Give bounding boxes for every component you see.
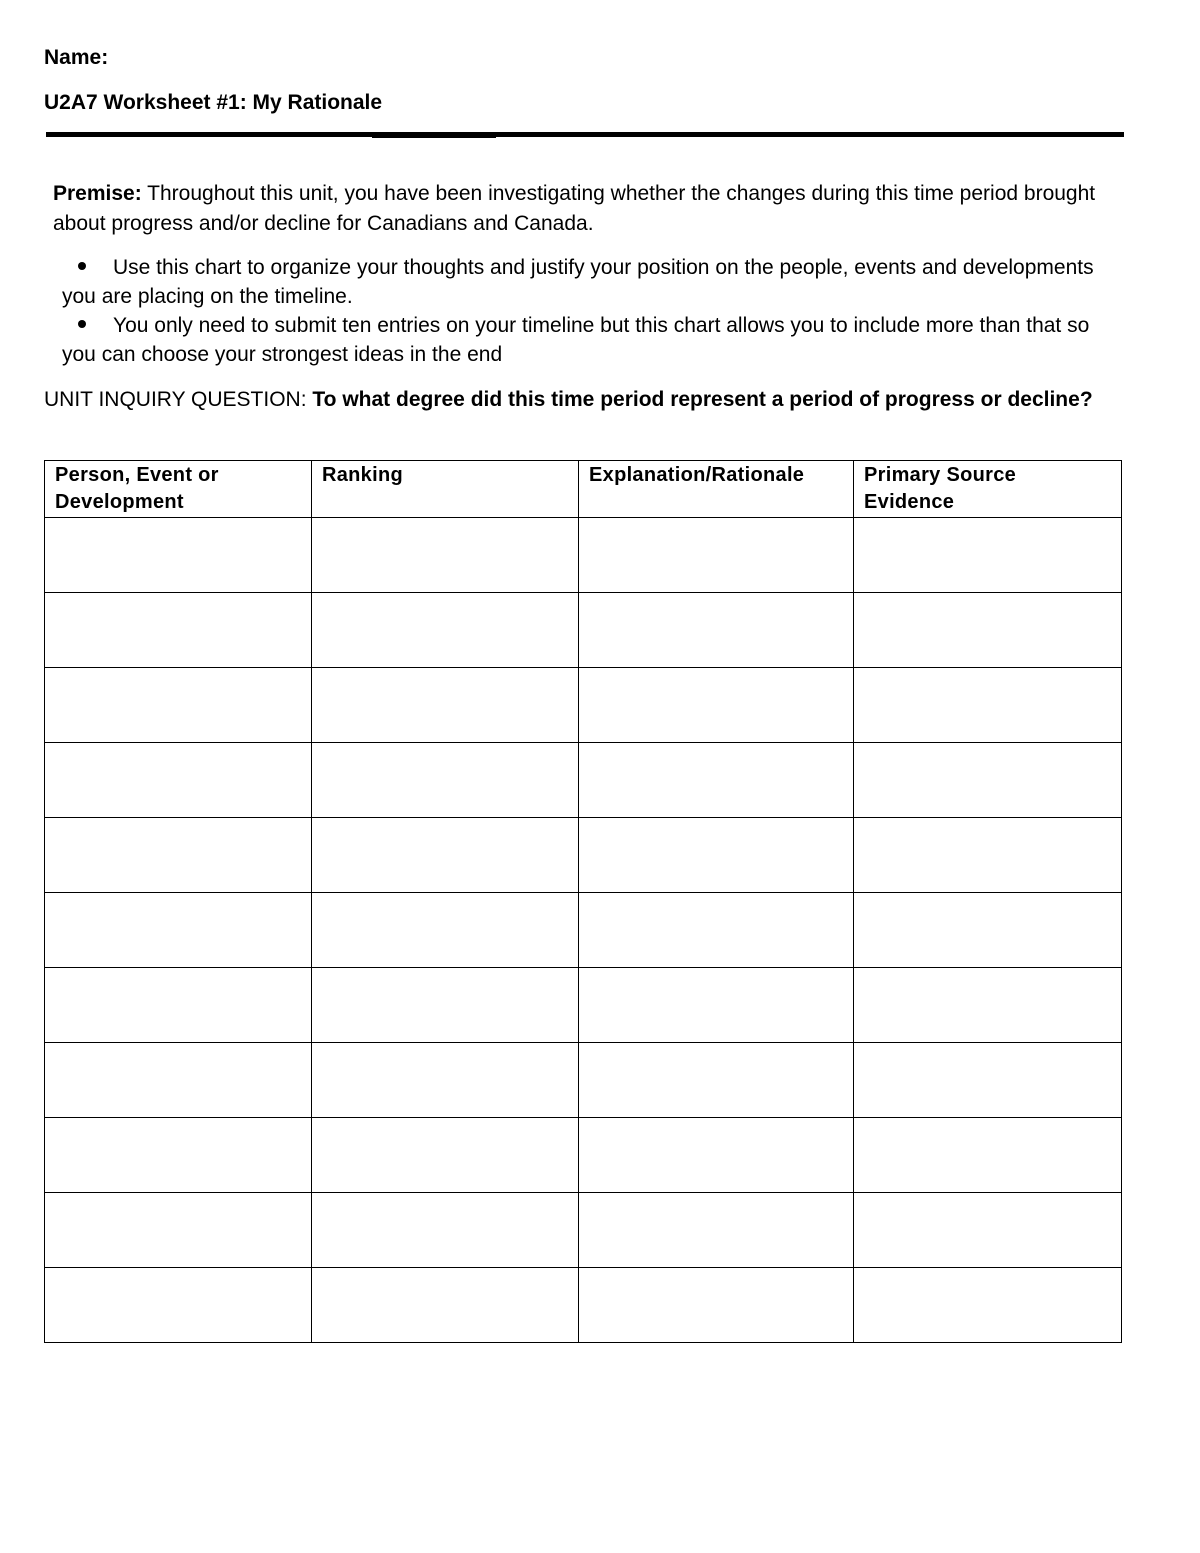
cell-evidence[interactable] <box>854 1118 1122 1193</box>
instruction-text: You only need to submit ten entries on your timeline but this chart allows you to include more than that so you can choose your strongest ideas in the end <box>62 314 1090 366</box>
cell-evidence[interactable] <box>854 1193 1122 1268</box>
column-header-ranking: Ranking <box>312 461 579 518</box>
cell-ranking[interactable] <box>312 1268 579 1343</box>
inquiry-question: To what degree did this time period represent a period of progress or decline? <box>312 388 1093 411</box>
column-header-explanation: Explanation/Rationale <box>579 461 854 518</box>
table-row <box>45 668 1122 743</box>
cell-person-event[interactable] <box>45 818 312 893</box>
cell-explanation[interactable] <box>579 743 854 818</box>
premise-label: Premise: <box>53 182 142 205</box>
title-divider-accent <box>372 135 496 138</box>
cell-evidence[interactable] <box>854 818 1122 893</box>
cell-evidence[interactable] <box>854 668 1122 743</box>
worksheet-title: U2A7 Worksheet #1: My Rationale <box>44 91 383 114</box>
cell-ranking[interactable] <box>312 518 579 593</box>
table-row <box>45 743 1122 818</box>
table-row <box>45 968 1122 1043</box>
cell-evidence[interactable] <box>854 518 1122 593</box>
table-row <box>45 1118 1122 1193</box>
cell-ranking[interactable] <box>312 818 579 893</box>
cell-explanation[interactable] <box>579 1043 854 1118</box>
premise-text: Throughout this unit, you have been investigating whether the changes during this time period brought about progress and/or decline for Canadians and Canada. <box>53 182 1096 235</box>
column-header-person-event: Person, Event or Development <box>45 461 312 518</box>
cell-ranking[interactable] <box>312 743 579 818</box>
list-item <box>62 253 1112 311</box>
cell-ranking[interactable] <box>312 968 579 1043</box>
table-body <box>45 518 1122 1343</box>
inquiry-question-block <box>44 385 1144 415</box>
cell-person-event[interactable] <box>45 1043 312 1118</box>
inquiry-label: UNIT INQUIRY QUESTION: <box>44 388 313 411</box>
cell-ranking[interactable] <box>312 1193 579 1268</box>
cell-ranking[interactable] <box>312 1043 579 1118</box>
bullet-icon <box>78 320 86 328</box>
premise-paragraph <box>53 179 1113 239</box>
cell-ranking[interactable] <box>312 893 579 968</box>
table-row <box>45 593 1122 668</box>
table-row <box>45 518 1122 593</box>
cell-person-event[interactable] <box>45 668 312 743</box>
cell-evidence[interactable] <box>854 968 1122 1043</box>
cell-person-event[interactable] <box>45 1268 312 1343</box>
table-row <box>45 1193 1122 1268</box>
cell-explanation[interactable] <box>579 818 854 893</box>
table-row <box>45 1043 1122 1118</box>
table-row <box>45 1268 1122 1343</box>
bullet-icon <box>78 262 86 270</box>
cell-explanation[interactable] <box>579 1118 854 1193</box>
cell-person-event[interactable] <box>45 743 312 818</box>
title-divider <box>46 132 1124 137</box>
cell-ranking[interactable] <box>312 593 579 668</box>
cell-explanation[interactable] <box>579 1268 854 1343</box>
cell-person-event[interactable] <box>45 893 312 968</box>
cell-explanation[interactable] <box>579 968 854 1043</box>
instruction-text: Use this chart to organize your thoughts and justify your position on the people, events and developments you are placing on the timeline. <box>62 256 1094 308</box>
cell-explanation[interactable] <box>579 668 854 743</box>
cell-evidence[interactable] <box>854 743 1122 818</box>
list-item <box>62 311 1112 369</box>
cell-explanation[interactable] <box>579 518 854 593</box>
table-row <box>45 893 1122 968</box>
cell-person-event[interactable] <box>45 593 312 668</box>
cell-evidence[interactable] <box>854 1043 1122 1118</box>
column-header-evidence: Primary Source Evidence <box>854 461 1122 518</box>
instruction-list <box>62 253 1112 369</box>
cell-evidence[interactable] <box>854 893 1122 968</box>
cell-evidence[interactable] <box>854 593 1122 668</box>
cell-explanation[interactable] <box>579 1193 854 1268</box>
table-header-row <box>45 461 1122 518</box>
name-label: Name: <box>44 46 109 69</box>
cell-person-event[interactable] <box>45 518 312 593</box>
cell-person-event[interactable] <box>45 1118 312 1193</box>
cell-explanation[interactable] <box>579 593 854 668</box>
table-row <box>45 818 1122 893</box>
cell-person-event[interactable] <box>45 968 312 1043</box>
cell-explanation[interactable] <box>579 893 854 968</box>
cell-evidence[interactable] <box>854 1268 1122 1343</box>
cell-person-event[interactable] <box>45 1193 312 1268</box>
rationale-table <box>44 460 1122 1343</box>
cell-ranking[interactable] <box>312 1118 579 1193</box>
cell-ranking[interactable] <box>312 668 579 743</box>
